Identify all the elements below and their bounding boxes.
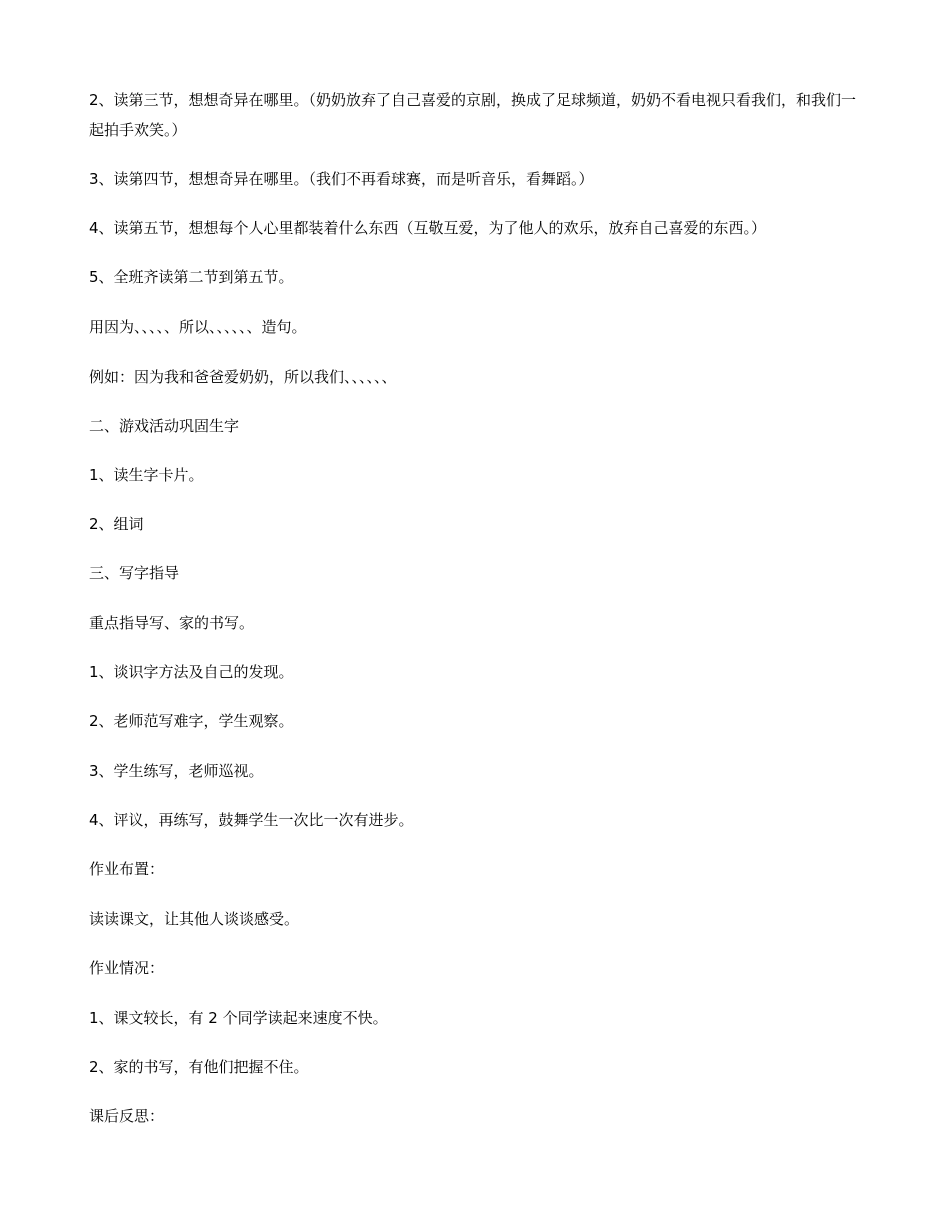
games-step-1: 1、读生字卡片。	[89, 466, 204, 484]
writing-step-4: 4、评议，再练写，鼓舞学生一次比一次有进步。	[89, 811, 414, 829]
games-step-2: 2、组词	[89, 515, 144, 533]
writing-focus: 重点指导写、家的书写。	[89, 614, 255, 632]
sentence-example: 例如：因为我和爸爸爱奶奶，所以我们、、、、、、	[89, 368, 397, 386]
section-heading-writing: 三、写字指导	[89, 564, 180, 582]
reflection-heading: 课后反思：	[89, 1107, 165, 1125]
step-2-read-third-stanza: 2、读第三节，想想奇异在哪里。（奶奶放弃了自己喜爱的京剧，换成了足球频道，奶奶不看电视只看我们，和我们一起拍手欢笑。）	[89, 91, 857, 139]
homework-status-1: 1、课文较长，有 2 个同学读起来速度不快。	[89, 1009, 388, 1027]
writing-step-2: 2、老师范写难字，学生观察。	[89, 712, 294, 730]
writing-step-1: 1、谈识字方法及自己的发现。	[89, 663, 294, 681]
step-3-read-fourth-stanza: 3、读第四节，想想奇异在哪里。（我们不再看球赛，而是听音乐，看舞蹈。）	[89, 170, 594, 188]
step-4-read-fifth-stanza: 4、读第五节，想想每个人心里都装着什么东西（互敬互爱，为了他人的欢乐，放弃自己喜爱的东西。）	[89, 219, 767, 237]
step-5-class-reading: 5、全班齐读第二节到第五节。	[89, 268, 294, 286]
homework-heading: 作业布置：	[89, 860, 165, 878]
writing-step-3: 3、学生练写，老师巡视。	[89, 762, 264, 780]
homework-status-2: 2、家的书写，有他们把握不住。	[89, 1058, 309, 1076]
section-heading-games: 二、游戏活动巩固生字	[89, 417, 240, 435]
homework-status-heading: 作业情况：	[89, 959, 165, 977]
homework-content: 读读课文，让其他人谈谈感受。	[89, 910, 300, 928]
sentence-making-task: 用因为、、、、、所以、、、、、、造句。	[89, 318, 307, 336]
